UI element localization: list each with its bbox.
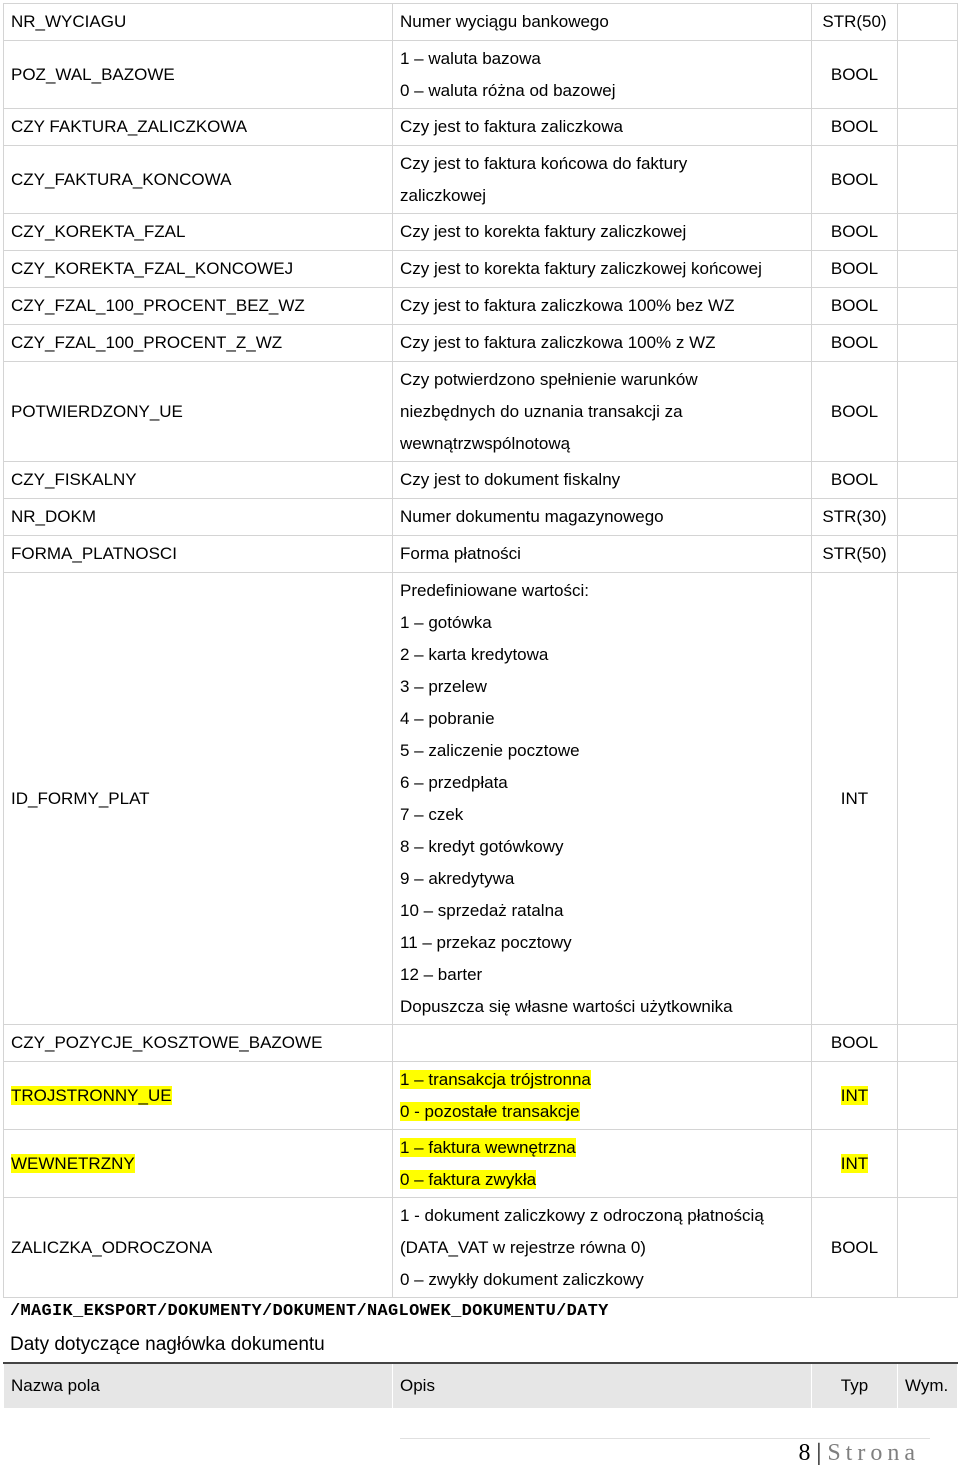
description-line — [400, 428, 804, 460]
size-cell — [898, 362, 958, 462]
description-line — [400, 1200, 804, 1232]
field-name-cell — [4, 1198, 393, 1298]
field-name-cell — [4, 536, 393, 573]
description-text: Czy potwierdzono spełnienie warunków — [400, 369, 698, 389]
description-line — [400, 607, 804, 639]
description-line — [400, 735, 804, 767]
size-cell — [898, 536, 958, 573]
description-line — [400, 501, 804, 533]
description-text: zaliczkowej — [400, 185, 486, 205]
description-line — [400, 575, 804, 607]
field-type: STR(50) — [822, 544, 887, 563]
description-text: 11 – przekaz pocztowy — [400, 932, 572, 952]
description-line — [400, 253, 804, 285]
field-type: STR(30) — [822, 507, 887, 526]
description-text: 4 – pobranie — [400, 708, 495, 728]
page-word: Strona — [827, 1440, 920, 1466]
description-cell — [393, 362, 812, 462]
description-line — [400, 148, 804, 180]
description-text: 0 – waluta różna od bazowej — [400, 80, 616, 100]
table-row — [4, 499, 958, 536]
field-name-cell — [4, 146, 393, 214]
field-type: BOOL — [830, 1237, 879, 1257]
description-line — [400, 639, 804, 671]
size-cell — [898, 1025, 958, 1062]
field-name: ID_FORMY_PLAT — [11, 788, 150, 808]
type-cell — [812, 288, 898, 325]
footer-separator: | — [816, 1440, 822, 1466]
field-type: STR(50) — [822, 12, 887, 31]
field-name-cell — [4, 573, 393, 1025]
description-line — [400, 1164, 804, 1196]
description-text: 8 – kredyt gotówkowy — [400, 836, 564, 856]
field-type: BOOL — [830, 296, 879, 315]
field-type: INT — [840, 1085, 869, 1105]
description-text: 2 – karta kredytowa — [400, 644, 549, 664]
field-type: BOOL — [830, 64, 879, 84]
table-row — [4, 362, 958, 462]
table-row — [4, 1025, 958, 1062]
description-cell — [393, 1130, 812, 1198]
size-cell — [898, 41, 958, 109]
description-text: 1 – faktura wewnętrzna — [400, 1137, 576, 1157]
description-text: Forma płatności — [400, 544, 521, 563]
description-text: niezbędnych do uznania transakcji za — [400, 401, 683, 421]
description-line — [400, 895, 804, 927]
description-text: Czy jest to korekta faktury zaliczkowej — [400, 222, 687, 241]
type-cell — [812, 214, 898, 251]
field-name-cell — [4, 41, 393, 109]
description-cell — [393, 288, 812, 325]
description-cell — [393, 573, 812, 1025]
size-cell — [898, 1130, 958, 1198]
description-line — [400, 538, 804, 570]
table-row — [4, 109, 958, 146]
size-cell — [898, 1062, 958, 1130]
description-line — [400, 767, 804, 799]
type-cell — [812, 1130, 898, 1198]
description-cell — [393, 325, 812, 362]
field-type: INT — [840, 1153, 869, 1173]
description-cell — [393, 462, 812, 499]
field-type: BOOL — [830, 470, 879, 489]
section-path: /MAGIK_EKSPORT/DOKUMENTY/DOKUMENT/NAGLOWEK_DOKUMENTU/DATY — [10, 1302, 609, 1321]
description-text: 0 - pozostałe transakcje — [400, 1101, 580, 1121]
size-cell — [898, 109, 958, 146]
size-cell — [898, 1198, 958, 1298]
field-name-cell — [4, 4, 393, 41]
fields-table — [3, 3, 958, 1298]
field-name-cell — [4, 109, 393, 146]
description-cell — [393, 109, 812, 146]
field-name: CZY_FAKTURA_KONCOWA — [11, 169, 232, 189]
description-line — [400, 959, 804, 991]
description-text: 1 - dokument zaliczkowy z odroczoną płatnością — [400, 1205, 764, 1225]
description-text: 7 – czek — [400, 804, 464, 824]
field-name: FORMA_PLATNOSCI — [11, 544, 177, 563]
description-text: 3 – przelew — [400, 676, 487, 696]
field-name: CZY_FZAL_100_PROCENT_Z_WZ — [11, 333, 283, 352]
description-cell — [393, 536, 812, 573]
field-type: BOOL — [830, 222, 879, 241]
type-cell — [812, 462, 898, 499]
table-row — [4, 1130, 958, 1198]
type-cell — [812, 1198, 898, 1298]
description-text: 9 – akredytywa — [400, 868, 515, 888]
type-cell — [812, 4, 898, 41]
field-name: CZY_KOREKTA_FZAL — [11, 222, 186, 241]
field-type: INT — [840, 788, 869, 808]
description-cell — [393, 214, 812, 251]
table-row — [4, 1198, 958, 1298]
field-type: BOOL — [830, 169, 879, 189]
description-text: Czy jest to faktura zaliczkowa 100% z WZ — [400, 333, 716, 352]
table-row — [4, 4, 958, 41]
field-name: WEWNETRZNY — [11, 1153, 135, 1173]
description-text: Czy jest to faktura zaliczkowa — [400, 117, 623, 136]
description-text: Numer dokumentu magazynowego — [400, 507, 664, 526]
description-line — [400, 180, 804, 212]
field-name-cell — [4, 288, 393, 325]
description-line — [400, 671, 804, 703]
field-name: POTWIERDZONY_UE — [11, 401, 183, 421]
size-cell — [898, 146, 958, 214]
description-text: wewnątrzwspólnotową — [400, 433, 571, 453]
size-cell — [898, 325, 958, 362]
section-subtitle: Daty dotyczące nagłówka dokumentu — [10, 1334, 325, 1355]
type-cell — [812, 1025, 898, 1062]
description-text: 10 – sprzedaż ratalna — [400, 900, 564, 920]
description-line — [400, 75, 804, 107]
description-line — [400, 6, 804, 38]
description-text: Czy jest to faktura końcowa do faktury — [400, 153, 688, 173]
description-line — [400, 327, 804, 359]
table-row — [4, 536, 958, 573]
type-cell — [812, 1062, 898, 1130]
page-footer — [799, 1440, 920, 1467]
field-name-cell — [4, 214, 393, 251]
field-name-cell — [4, 499, 393, 536]
type-cell — [812, 251, 898, 288]
description-line — [400, 396, 804, 428]
size-cell — [898, 288, 958, 325]
description-text: Predefiniowane wartości: — [400, 580, 589, 600]
description-text: 6 – przedpłata — [400, 772, 508, 792]
field-name: ZALICZKA_ODROCZONA — [11, 1237, 213, 1257]
description-text: Czy jest to korekta faktury zaliczkowej końcowej — [400, 259, 762, 278]
field-name: TROJSTRONNY_UE — [11, 1085, 172, 1105]
description-line — [400, 991, 804, 1023]
description-text: (DATA_VAT w rejestrze równa 0) — [400, 1237, 646, 1257]
description-line — [400, 1264, 804, 1296]
table-row — [4, 462, 958, 499]
description-text: 12 – barter — [400, 964, 483, 984]
field-name: CZY_POZYCJE_KOSZTOWE_BAZOWE — [11, 1033, 323, 1052]
description-line — [400, 1232, 804, 1264]
description-text: 0 – faktura zwykła — [400, 1169, 537, 1189]
size-cell — [898, 573, 958, 1025]
description-line — [400, 703, 804, 735]
type-cell — [812, 325, 898, 362]
table-row — [4, 41, 958, 109]
field-name-cell — [4, 362, 393, 462]
description-line — [400, 364, 804, 396]
field-name-cell — [4, 462, 393, 499]
field-name: CZY_FZAL_100_PROCENT_BEZ_WZ — [11, 296, 305, 315]
footer-rule — [400, 1438, 930, 1439]
table-row — [4, 325, 958, 362]
description-line — [400, 1132, 804, 1164]
type-cell — [812, 536, 898, 573]
description-line — [400, 464, 804, 496]
description-cell — [393, 251, 812, 288]
table-row — [4, 146, 958, 214]
field-name-cell — [4, 1062, 393, 1130]
table-row — [4, 251, 958, 288]
field-name-cell — [4, 1130, 393, 1198]
description-line — [400, 799, 804, 831]
description-line — [400, 1064, 804, 1096]
table-row — [4, 573, 958, 1025]
type-cell — [812, 109, 898, 146]
description-cell — [393, 4, 812, 41]
field-name-cell — [4, 251, 393, 288]
header-type: Typ — [812, 1363, 898, 1408]
description-text: Czy jest to faktura zaliczkowa 100% bez WZ — [400, 296, 735, 315]
table-row — [4, 288, 958, 325]
description-cell — [393, 499, 812, 536]
field-name: NR_DOKM — [11, 507, 97, 526]
next-table-header — [3, 1362, 958, 1408]
type-cell — [812, 499, 898, 536]
field-type: BOOL — [830, 333, 879, 352]
header-field-name: Nazwa pola — [4, 1363, 393, 1408]
field-name: CZY_KOREKTA_FZAL_KONCOWEJ — [11, 259, 294, 278]
field-name: CZY_FISKALNY — [11, 470, 137, 489]
field-name: NR_WYCIAGU — [11, 12, 127, 31]
page-number: 8 — [798, 1440, 811, 1466]
size-cell — [898, 499, 958, 536]
field-name: POZ_WAL_BAZOWE — [11, 64, 175, 84]
description-line — [400, 43, 804, 75]
header-size: Wym. — [898, 1363, 958, 1408]
table-row — [4, 1062, 958, 1130]
size-cell — [898, 4, 958, 41]
description-text: 1 – waluta bazowa — [400, 48, 541, 68]
type-cell — [812, 362, 898, 462]
type-cell — [812, 146, 898, 214]
field-type: BOOL — [830, 401, 879, 421]
size-cell — [898, 251, 958, 288]
field-name: CZY FAKTURA_ZALICZKOWA — [11, 117, 248, 136]
description-line — [400, 111, 804, 143]
description-text: Dopuszcza się własne wartości użytkownika — [400, 996, 733, 1016]
description-text: Czy jest to dokument fiskalny — [400, 470, 621, 489]
field-type: BOOL — [830, 1033, 879, 1052]
description-text: 1 – transakcja trójstronna — [400, 1069, 591, 1089]
description-line — [400, 863, 804, 895]
field-type: BOOL — [830, 259, 879, 278]
field-name-cell — [4, 325, 393, 362]
field-type: BOOL — [830, 117, 879, 136]
description-line — [400, 216, 804, 248]
size-cell — [898, 462, 958, 499]
field-name-cell — [4, 1025, 393, 1062]
description-text: 1 – gotówka — [400, 612, 492, 632]
header-description: Opis — [393, 1363, 812, 1408]
description-line — [400, 831, 804, 863]
table-row — [4, 214, 958, 251]
description-text: 5 – zaliczenie pocztowe — [400, 740, 580, 760]
description-line — [400, 1096, 804, 1128]
description-cell — [393, 1062, 812, 1130]
description-text: 0 – zwykły dokument zaliczkowy — [400, 1269, 644, 1289]
description-cell — [393, 1025, 812, 1062]
size-cell — [898, 214, 958, 251]
description-cell — [393, 1198, 812, 1298]
description-line — [400, 927, 804, 959]
type-cell — [812, 573, 898, 1025]
type-cell — [812, 41, 898, 109]
description-cell — [393, 146, 812, 214]
description-cell — [393, 41, 812, 109]
description-text: Numer wyciągu bankowego — [400, 12, 609, 31]
description-line — [400, 290, 804, 322]
